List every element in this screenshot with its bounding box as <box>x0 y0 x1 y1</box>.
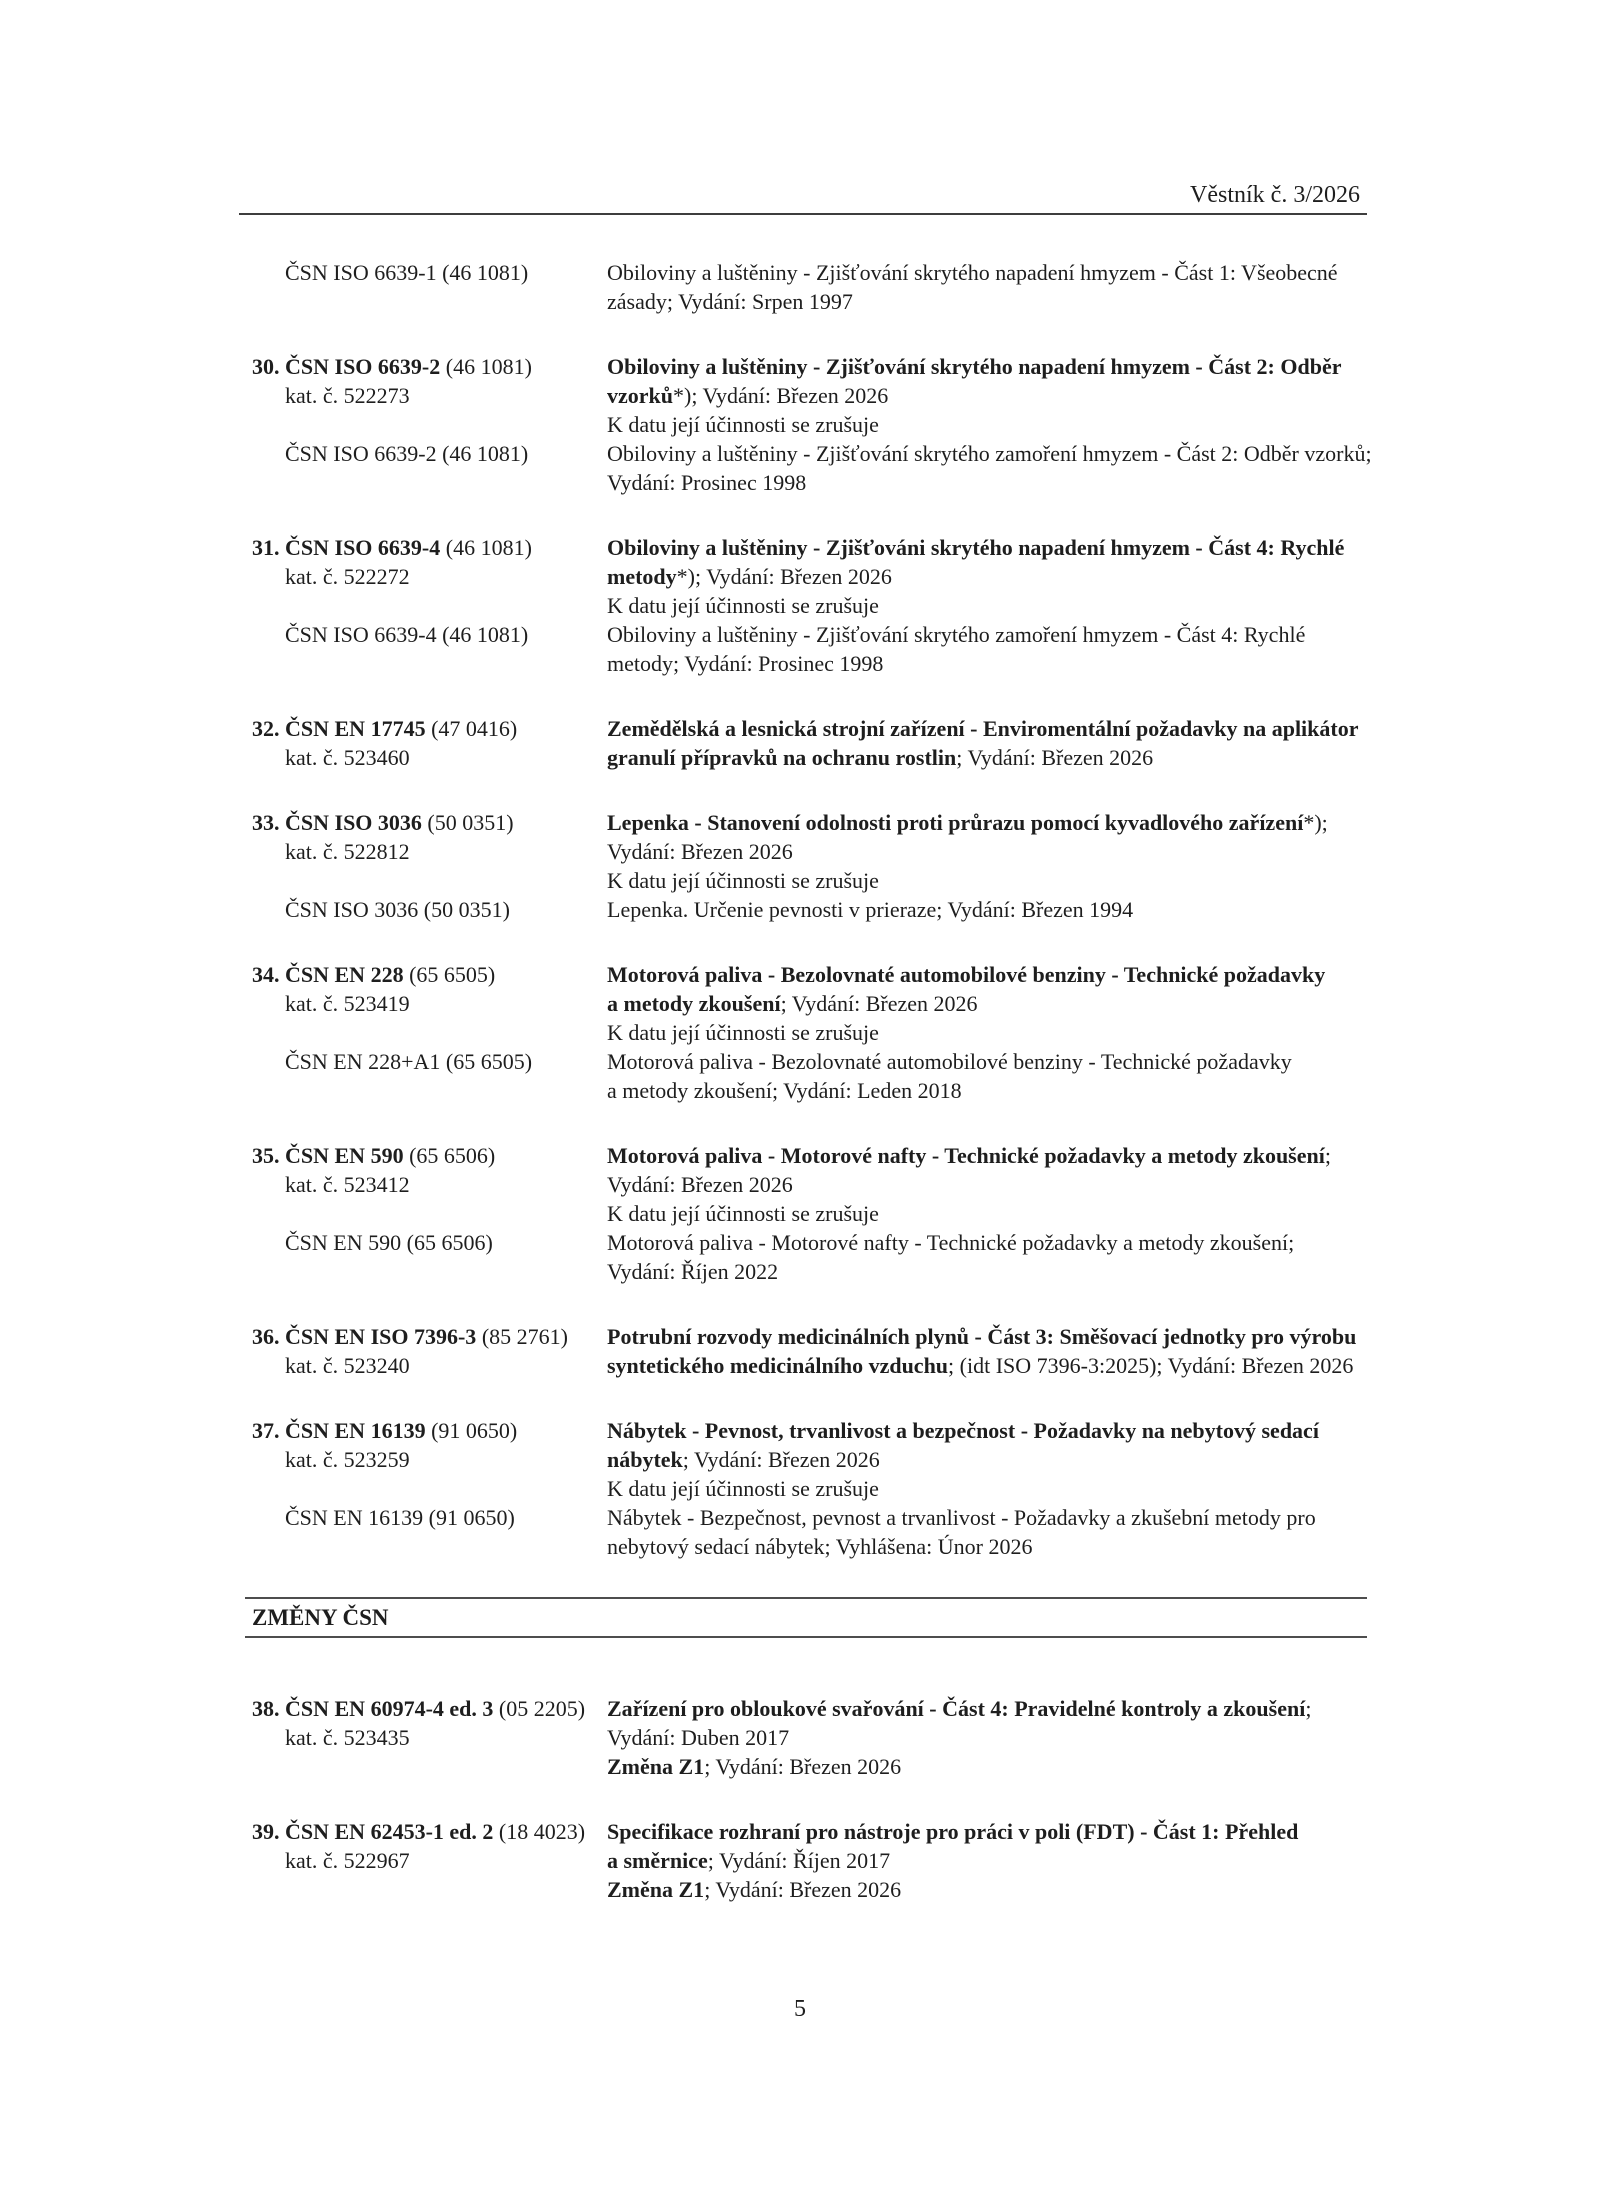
page-number: 5 <box>794 1996 806 2022</box>
standard-id <box>245 1817 607 1846</box>
entry-text-line <box>607 1351 1367 1380</box>
standard-id <box>245 1694 607 1723</box>
text-segment: *); <box>1303 810 1328 835</box>
entry-text-line <box>607 1817 1367 1846</box>
replaced-standard-text-line <box>607 649 1367 678</box>
text-segment: Motorová paliva - Motorové nafty - Technické požadavky a metody zkoušení <box>607 1143 1325 1168</box>
text-segment: ČSN ISO 6639-1 (46 1081) <box>285 260 529 285</box>
text-segment: (65 6505) <box>403 962 496 987</box>
entry-text-column <box>607 1322 1367 1380</box>
text-segment: Obiloviny a luštěniny - Zjišťování skrytého zamoření hmyzem - Část 2: Odběr vzorků; <box>607 441 1372 466</box>
entry-id-column <box>245 1141 607 1199</box>
entry-id-column <box>245 714 607 772</box>
entry-text-line <box>607 960 1367 989</box>
standard-id <box>245 1416 607 1445</box>
standard-id <box>245 533 607 562</box>
catalog-number: kat. č. 523435 <box>285 1725 410 1750</box>
entry-text-line <box>607 1416 1367 1445</box>
entry-text-line <box>607 1322 1367 1351</box>
replaced-standard-text-line <box>607 1257 1367 1286</box>
replaced-standard-row <box>245 620 1367 678</box>
entry-main-row <box>245 258 1367 316</box>
replaced-standard-id: ČSN ISO 6639-4 (46 1081) <box>285 622 529 647</box>
standard-id <box>245 1322 607 1351</box>
text-segment: (05 2205) <box>493 1696 586 1721</box>
replaced-standard-id: ČSN EN 228+A1 (65 6505) <box>285 1049 533 1074</box>
standard-entry <box>245 1694 1367 1781</box>
changes-section <box>245 1694 1367 1904</box>
text-segment: ČSN EN 62453-1 ed. 2 <box>285 1819 494 1844</box>
replaced-standard-text-line <box>607 468 1367 497</box>
standard-entry <box>245 1322 1367 1380</box>
standard-id <box>245 960 607 989</box>
standard-entry <box>245 1817 1367 1904</box>
replaced-standard-id-column <box>245 1228 607 1257</box>
replaced-standard-text-line <box>607 1532 1367 1561</box>
entry-text-line <box>607 352 1367 381</box>
entry-main-row <box>245 1694 1367 1781</box>
text-segment: ; <box>1324 1143 1331 1168</box>
entry-text-column <box>607 1817 1367 1904</box>
entry-id-column <box>245 258 607 287</box>
catalog-number: kat. č. 523259 <box>285 1447 410 1472</box>
text-segment: Specifikace rozhraní pro nástroje pro práci v poli (FDT) - Část 1: Přehled <box>607 1819 1299 1844</box>
standard-id <box>245 352 607 381</box>
text-segment: (47 0416) <box>425 716 518 741</box>
entry-id-column <box>245 1416 607 1474</box>
entry-text-line <box>607 1170 1367 1199</box>
entry-text-line <box>607 1875 1367 1904</box>
replaced-standard-text-line <box>607 895 1367 924</box>
text-segment: Vydání: Říjen 2022 <box>607 1259 779 1284</box>
replaced-standard-text-line <box>607 1047 1367 1076</box>
text-segment: (85 2761) <box>476 1324 568 1349</box>
text-segment: ČSN EN 60974-4 ed. 3 <box>285 1696 494 1721</box>
text-segment: ČSN EN 590 <box>285 1143 404 1168</box>
replaced-standard-row <box>245 439 1372 497</box>
text-segment: syntetického medicinálního vzduchu <box>607 1353 949 1378</box>
replaced-standard-id-column <box>245 620 607 649</box>
text-segment: (91 0650) <box>425 1418 518 1443</box>
text-segment: K datu její účinnosti se zrušuje <box>607 868 879 893</box>
entry-text-line <box>607 1752 1367 1781</box>
text-segment: ; Vydání: Říjen 2017 <box>707 1848 891 1873</box>
entry-number: 31. <box>252 535 280 560</box>
entry-text-line <box>607 591 1367 620</box>
entry-text-column <box>607 1141 1367 1228</box>
replaced-standard-text-line <box>607 439 1372 468</box>
text-segment: ; Vydání: Březen 2026 <box>780 991 978 1016</box>
text-segment: Obiloviny a luštěniny - Zjišťování skrytého zamoření hmyzem - Část 4: Rychlé <box>607 622 1306 647</box>
section-heading: ZMĚNY ČSN <box>252 1605 389 1630</box>
standard-entry <box>245 258 1367 316</box>
text-segment: granulí přípravků na ochranu rostlin <box>607 745 957 770</box>
text-segment: a metody zkoušení; Vydání: Leden 2018 <box>607 1078 962 1103</box>
replaced-standard-id-column <box>245 1503 607 1532</box>
text-segment: ; Vydání: Březen 2026 <box>682 1447 880 1472</box>
text-segment: Lepenka. Určenie pevnosti v prieraze; Vydání: Březen 1994 <box>607 897 1134 922</box>
entry-main-row <box>245 960 1367 1047</box>
entry-text-line <box>607 989 1367 1018</box>
text-segment: metody <box>607 564 677 589</box>
entry-text-column <box>607 1694 1367 1781</box>
entry-number: 32. <box>252 716 280 741</box>
entry-text-line <box>607 743 1367 772</box>
entry-id-column <box>245 1694 607 1752</box>
entry-number: 34. <box>252 962 280 987</box>
entry-number: 33. <box>252 810 280 835</box>
replaced-standard-text-column <box>607 1047 1367 1105</box>
text-segment: K datu její účinnosti se zrušuje <box>607 412 879 437</box>
replaced-standard-id: ČSN EN 16139 (91 0650) <box>285 1505 515 1530</box>
entry-number: 36. <box>252 1324 280 1349</box>
text-segment: ČSN ISO 6639-4 <box>285 535 441 560</box>
entry-text-line <box>607 1723 1367 1752</box>
replaced-standard-id: ČSN ISO 6639-2 (46 1081) <box>285 441 529 466</box>
text-segment: Motorová paliva - Motorové nafty - Technické požadavky a metody zkoušení; <box>607 1230 1295 1255</box>
entry-text-line <box>607 808 1367 837</box>
text-segment: ČSN ISO 6639-2 <box>285 354 441 379</box>
text-segment: Nábytek - Pevnost, trvanlivost a bezpečnost - Požadavky na nebytový sedací <box>607 1418 1319 1443</box>
standard-id <box>245 1141 607 1170</box>
standard-entry <box>245 352 1372 497</box>
standard-entry <box>245 1141 1367 1286</box>
entry-id-column <box>245 808 607 866</box>
catalog-number: kat. č. 522812 <box>285 839 410 864</box>
replaced-standard-id: ČSN ISO 3036 (50 0351) <box>285 897 510 922</box>
entry-text-line <box>607 410 1367 439</box>
standard-id <box>245 714 607 743</box>
catalog-number: kat. č. 522272 <box>285 564 410 589</box>
text-segment: zásady; Vydání: Srpen 1997 <box>607 289 853 314</box>
entry-text-line <box>607 1199 1367 1228</box>
entry-text-line <box>607 258 1367 287</box>
entry-text-line <box>607 866 1367 895</box>
replaced-standard-text-column <box>607 1228 1367 1286</box>
standard-entry <box>245 714 1367 772</box>
entry-number: 38. <box>252 1696 280 1721</box>
entry-main-row <box>245 714 1367 772</box>
replaced-standard-row <box>245 1047 1367 1105</box>
entry-text-line <box>607 381 1367 410</box>
entry-main-row <box>245 533 1367 620</box>
text-segment: nebytový sedací nábytek; Vyhlášena: Únor 2026 <box>607 1534 1033 1559</box>
text-segment: ČSN EN 17745 <box>285 716 426 741</box>
text-segment: (46 1081) <box>440 535 532 560</box>
replaced-standard-id-column <box>245 1047 607 1076</box>
text-segment: Obiloviny a luštěniny - Zjišťování skrytého napadení hmyzem - Část 1: Všeobecné <box>607 260 1338 285</box>
standard-entry <box>245 533 1367 678</box>
replaced-standard-text-line <box>607 1076 1367 1105</box>
replaced-standard-text-line <box>607 1228 1367 1257</box>
entry-text-column <box>607 714 1367 772</box>
replaced-standard-row <box>245 1503 1367 1561</box>
text-segment: (18 4023) <box>493 1819 586 1844</box>
text-segment: ; (idt ISO 7396-3:2025); Vydání: Březen 2026 <box>948 1353 1354 1378</box>
standard-entry <box>245 960 1367 1105</box>
entry-text-column <box>607 808 1367 895</box>
text-segment: ; Vydání: Březen 2026 <box>704 1754 902 1779</box>
text-segment: Obiloviny a luštěniny - Zjišťováni skrytého napadení hmyzem - Část 4: Rychlé <box>607 535 1345 560</box>
entry-number: 37. <box>252 1418 280 1443</box>
entry-text-column <box>607 258 1367 316</box>
entry-text-line <box>607 562 1367 591</box>
text-segment: Vydání: Duben 2017 <box>607 1725 790 1750</box>
entry-main-row <box>245 1817 1367 1904</box>
entry-text-line <box>607 287 1367 316</box>
text-segment: Potrubní rozvody medicinálních plynů - Část 3: Směšovací jednotky pro výrobu <box>607 1324 1357 1349</box>
entry-text-column <box>607 960 1367 1047</box>
text-segment: ČSN EN 228 <box>285 962 404 987</box>
replaced-standard-id-column <box>245 439 607 468</box>
text-segment: metody; Vydání: Prosinec 1998 <box>607 651 884 676</box>
entry-main-row <box>245 808 1367 895</box>
replaced-standard-row <box>245 895 1367 924</box>
entry-text-column <box>607 1416 1367 1503</box>
entry-id-column <box>245 533 607 591</box>
entry-id-column <box>245 960 607 1018</box>
text-segment: Změna Z1 <box>607 1754 705 1779</box>
entry-text-column <box>607 352 1367 439</box>
entry-text-column <box>607 533 1367 620</box>
header-rule <box>239 213 1367 215</box>
entry-id-column <box>245 1817 607 1875</box>
replaced-standard-text-column <box>607 439 1372 497</box>
entry-main-row <box>245 1416 1367 1503</box>
entry-text-line <box>607 837 1367 866</box>
catalog-number: kat. č. 523412 <box>285 1172 410 1197</box>
entry-id-column <box>245 352 607 410</box>
text-segment: K datu její účinnosti se zrušuje <box>607 1476 879 1501</box>
replaced-standard-text-column <box>607 895 1367 924</box>
text-segment: ČSN EN ISO 7396-3 <box>285 1324 477 1349</box>
entry-text-line <box>607 714 1367 743</box>
replaced-standard-text-column <box>607 1503 1367 1561</box>
replaced-standard-text-line <box>607 1503 1367 1532</box>
replaced-standard-text-line <box>607 620 1367 649</box>
text-segment: ČSN EN 16139 <box>285 1418 426 1443</box>
text-segment: Nábytek - Bezpečnost, pevnost a trvanlivost - Požadavky a zkušební metody pro <box>607 1505 1316 1530</box>
replaced-standard-id: ČSN EN 590 (65 6506) <box>285 1230 493 1255</box>
entry-text-line <box>607 1141 1367 1170</box>
entry-main-row <box>245 1322 1367 1380</box>
entry-text-line <box>607 1474 1367 1503</box>
catalog-number: kat. č. 523419 <box>285 991 410 1016</box>
standard-entry <box>245 808 1367 924</box>
section-heading-band <box>245 1597 1367 1638</box>
text-segment: Zemědělská a lesnická strojní zařízení - Enviromentální požadavky na aplikátor <box>607 716 1359 741</box>
standards-list <box>245 258 1372 1940</box>
text-segment: Obiloviny a luštěniny - Zjišťování skrytého napadení hmyzem - Část 2: Odběr <box>607 354 1342 379</box>
text-segment: Motorová paliva - Bezolovnaté automobilové benziny - Technické požadavky <box>607 962 1326 987</box>
text-segment: *); Vydání: Březen 2026 <box>676 564 892 589</box>
standard-id <box>245 258 607 287</box>
entry-number: 39. <box>252 1819 280 1844</box>
text-segment: Vydání: Březen 2026 <box>607 1172 793 1197</box>
text-segment: ; Vydání: Březen 2026 <box>956 745 1154 770</box>
text-segment: Vydání: Březen 2026 <box>607 839 793 864</box>
entry-number: 30. <box>252 354 280 379</box>
standard-entry <box>245 1416 1367 1561</box>
text-segment: Změna Z1 <box>607 1877 705 1902</box>
text-segment: Zařízení pro obloukové svařování - Část 4: Pravidelné kontroly a zkoušení <box>607 1696 1306 1721</box>
standard-id <box>245 808 607 837</box>
text-segment: Vydání: Prosinec 1998 <box>607 470 807 495</box>
replaced-standard-id-column <box>245 895 607 924</box>
replaced-standard-row <box>245 1228 1367 1286</box>
catalog-number: kat. č. 522967 <box>285 1848 410 1873</box>
entry-text-line <box>607 533 1367 562</box>
catalog-number: kat. č. 523460 <box>285 745 410 770</box>
catalog-number: kat. č. 523240 <box>285 1353 410 1378</box>
text-segment: Lepenka - Stanovení odolnosti proti průrazu pomocí kyvadlového zařízení <box>607 810 1304 835</box>
entry-text-line <box>607 1694 1367 1723</box>
text-segment: nábytek <box>607 1447 683 1472</box>
catalog-number: kat. č. 522273 <box>285 383 410 408</box>
text-segment: K datu její účinnosti se zrušuje <box>607 1201 879 1226</box>
text-segment: K datu její účinnosti se zrušuje <box>607 1020 879 1045</box>
new-standards-section <box>245 258 1372 1561</box>
entry-number: 35. <box>252 1143 280 1168</box>
text-segment: (65 6506) <box>403 1143 496 1168</box>
entry-text-line <box>607 1846 1367 1875</box>
text-segment: a směrnice <box>607 1848 708 1873</box>
text-segment: ; Vydání: Březen 2026 <box>704 1877 902 1902</box>
text-segment: vzorků <box>607 383 673 408</box>
entry-text-line <box>607 1445 1367 1474</box>
text-segment: Motorová paliva - Bezolovnaté automobilové benziny - Technické požadavky <box>607 1049 1292 1074</box>
replaced-standard-text-column <box>607 620 1367 678</box>
text-segment: ČSN ISO 3036 <box>285 810 422 835</box>
text-segment: (46 1081) <box>440 354 532 379</box>
entry-main-row <box>245 1141 1367 1228</box>
entry-id-column <box>245 1322 607 1380</box>
text-segment: a metody zkoušení <box>607 991 781 1016</box>
text-segment: (50 0351) <box>421 810 514 835</box>
text-segment: *); Vydání: Březen 2026 <box>673 383 889 408</box>
entry-main-row <box>245 352 1367 439</box>
text-segment: K datu její účinnosti se zrušuje <box>607 593 879 618</box>
entry-text-line <box>607 1018 1367 1047</box>
text-segment: ; <box>1305 1696 1312 1721</box>
bulletin-header: Věstník č. 3/2026 <box>1190 182 1360 208</box>
